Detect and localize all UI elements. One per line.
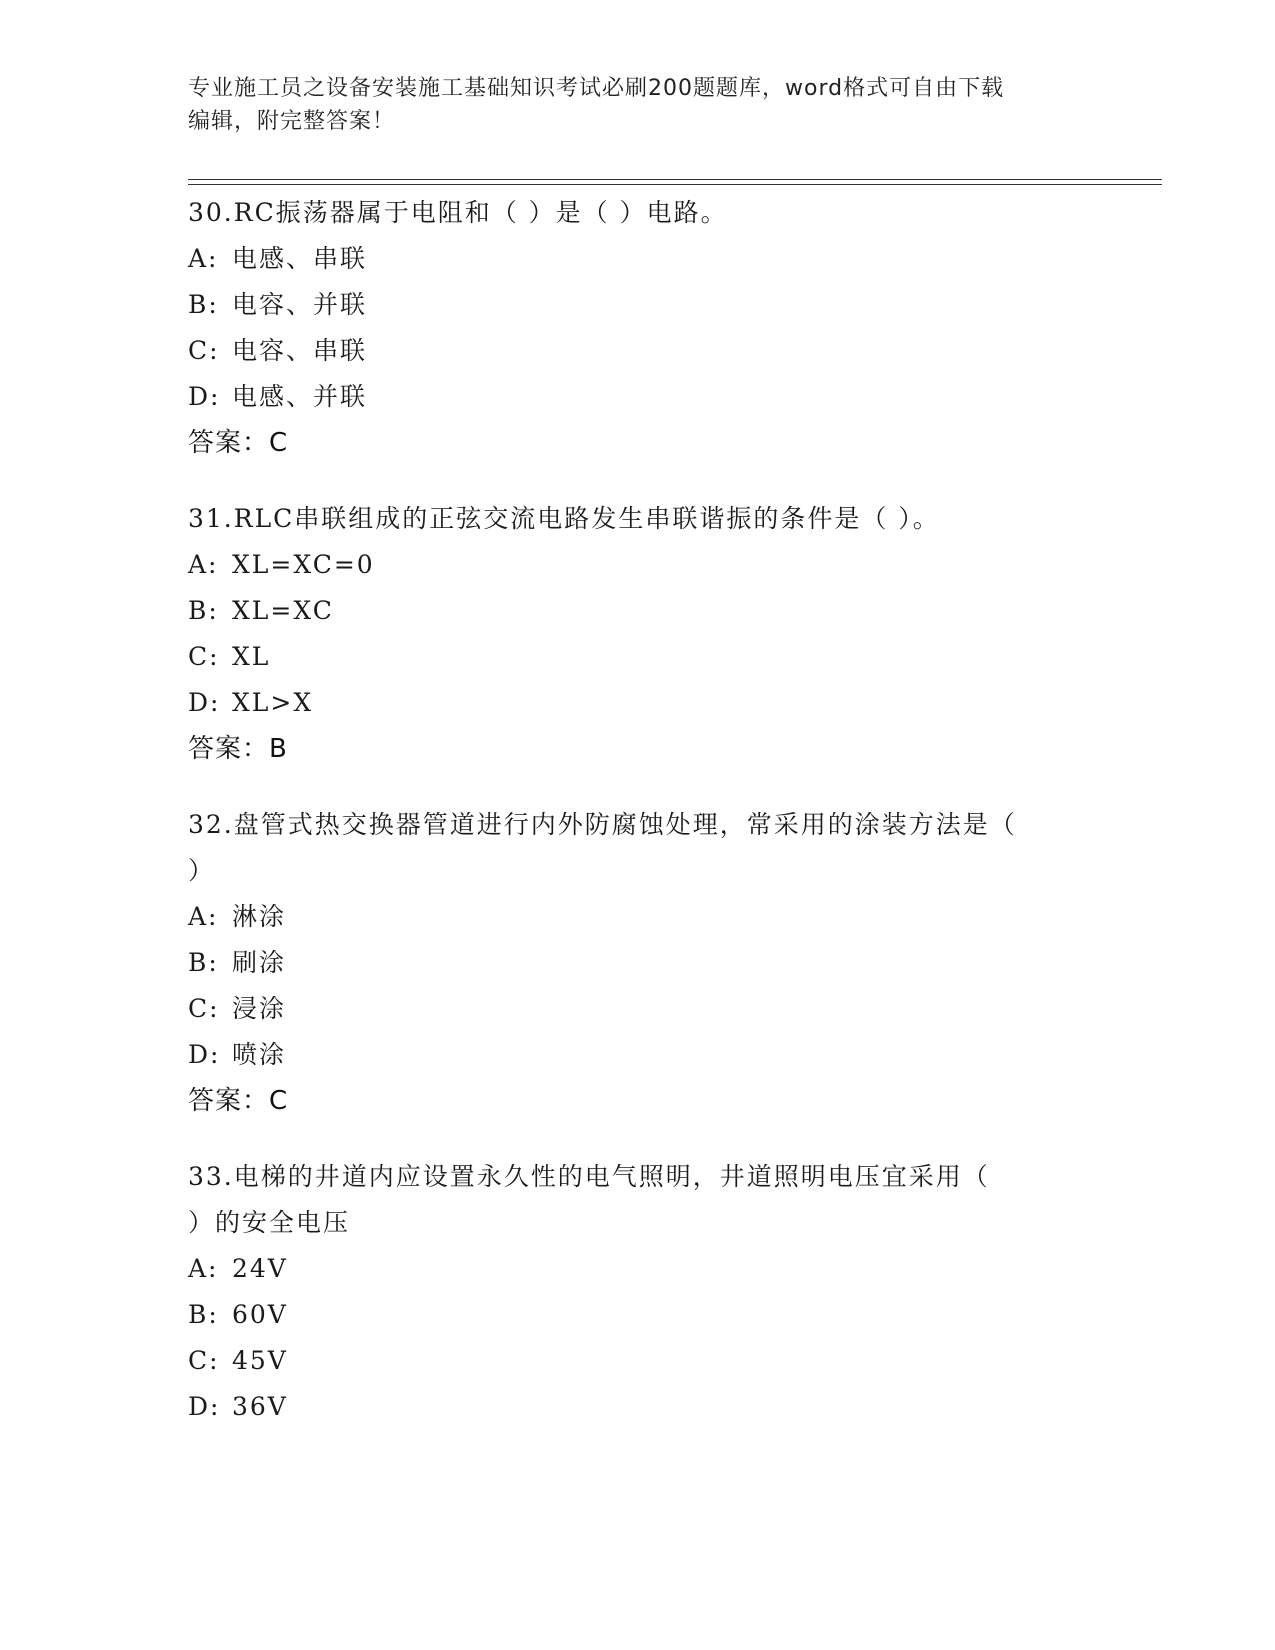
document-header [188, 72, 1088, 138]
option-text: 刷涂 [232, 948, 287, 977]
answer-label: 答案：C [188, 428, 289, 458]
option-text: 36V [232, 1392, 288, 1421]
option-b [188, 588, 1088, 634]
option-letter: C: [188, 336, 220, 365]
option-letter: D: [188, 1040, 221, 1069]
answer-label: 答案：C [188, 1086, 289, 1116]
option-text: XL>X [232, 688, 314, 717]
header-line-1: 专业施工员之设备安装施工基础知识考试必刷200题题库，word格式可自由下载 [188, 76, 1005, 101]
header-line-2: 编辑，附完整答案！ [188, 109, 396, 134]
option-letter: B: [188, 1300, 219, 1329]
option-text: 电容、并联 [232, 290, 368, 319]
option-text: 24V [232, 1254, 288, 1283]
option-b [188, 940, 1088, 986]
option-text: 电容、串联 [232, 336, 368, 365]
option-d [188, 1032, 1088, 1078]
question-stem: 30.RC振荡器属于电阻和（ ）是（ ）电路。 [188, 198, 728, 227]
question-stem: 33.电梯的井道内应设置永久性的电气照明，井道照明电压宜采用（ [188, 1162, 990, 1191]
option-c [188, 1338, 1088, 1384]
option-letter: C: [188, 994, 220, 1023]
option-letter: A: [188, 244, 219, 273]
option-d [188, 1384, 1088, 1430]
option-text: 60V [232, 1300, 288, 1329]
option-a [188, 1246, 1088, 1292]
option-letter: B: [188, 290, 219, 319]
option-c [188, 634, 1088, 680]
option-a [188, 894, 1088, 940]
option-d [188, 680, 1088, 726]
option-letter: A: [188, 550, 219, 579]
option-b [188, 282, 1088, 328]
question-stem: 31.RLC串联组成的正弦交流电路发生串联谐振的条件是（ ）。 [188, 504, 940, 533]
question-stem: 32.盘管式热交换器管道进行内外防腐蚀处理，常采用的涂装方法是（ [188, 810, 1017, 839]
option-text: 电感、串联 [232, 244, 368, 273]
option-letter: D: [188, 382, 221, 411]
option-c [188, 986, 1088, 1032]
option-c [188, 328, 1088, 374]
header-divider-bottom [188, 184, 1162, 185]
option-text: 45V [232, 1346, 288, 1375]
question-stem-continued: ）的安全电压 [188, 1208, 351, 1237]
option-text: 电感、并联 [232, 382, 368, 411]
option-letter: D: [188, 1392, 221, 1421]
option-letter: B: [188, 596, 219, 625]
question-list [188, 190, 1088, 1460]
option-d [188, 374, 1088, 420]
option-text: XL=XC=0 [232, 550, 375, 579]
option-b [188, 1292, 1088, 1338]
option-text: XL [232, 642, 271, 671]
option-text: 浸涂 [232, 994, 287, 1023]
option-text: 淋涂 [232, 902, 287, 931]
option-letter: A: [188, 1254, 219, 1283]
option-letter: D: [188, 688, 221, 717]
question-stem-continued: ） [188, 856, 216, 885]
option-letter: C: [188, 642, 220, 671]
answer-label: 答案：B [188, 734, 288, 764]
option-letter: A: [188, 902, 219, 931]
question-30 [188, 190, 1088, 466]
option-text: 喷涂 [232, 1040, 287, 1069]
option-text: XL=XC [232, 596, 334, 625]
option-letter: B: [188, 948, 219, 977]
option-a [188, 236, 1088, 282]
header-divider-top [188, 179, 1162, 180]
option-letter: C: [188, 1346, 220, 1375]
question-31 [188, 496, 1088, 772]
question-33 [188, 1154, 1088, 1430]
option-a [188, 542, 1088, 588]
question-32 [188, 802, 1088, 1124]
